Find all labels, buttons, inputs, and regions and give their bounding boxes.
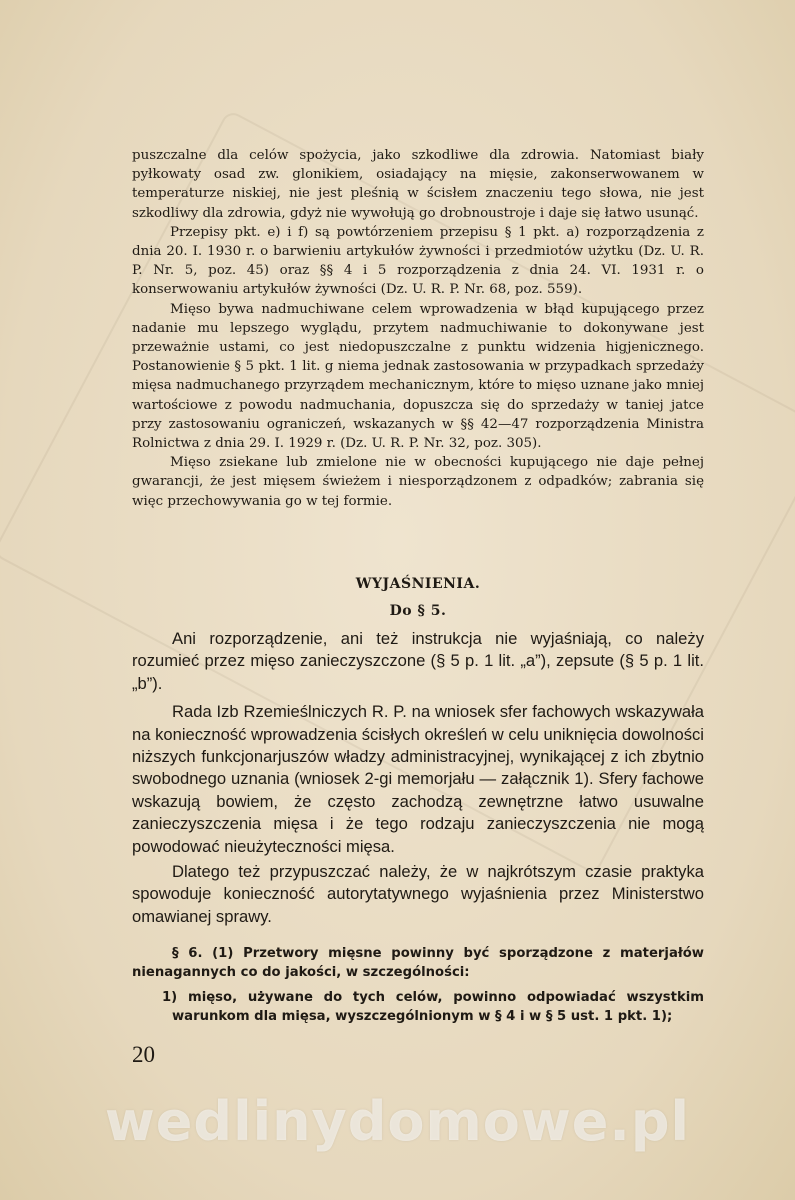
top-text-block bbox=[132, 146, 704, 511]
watermark: wedlinydomowe.pl bbox=[104, 1090, 691, 1153]
paragraph-continuation: puszczalne dla celów spożycia, jako szkodliwe dla zdrowia. Natomiast biały pyłkowaty osad zw. glonikiem, osiadający na mięsie, zakonserwowanem w temperaturze niskiej, nie jest pleśnią w ścisłem znaczeniu tego słowa, nie jest szkodliwy dla zdrowia, gdyż nie wywołują go drobnoustroje i daje się łatwo usunąć. bbox=[132, 148, 704, 221]
explanation-paragraph-1: Ani rozporządzenie, ani też instrukcja nie wyjaśniają, co należy rozumieć przez mięso zanieczyszczone (§ 5 p. 1 lit. „a”), zepsute (§ 5 p. 1 lit. „b”). bbox=[132, 629, 704, 693]
section-6-paragraph: § 6. (1) Przetwory mięsne powinny być sporządzone z materjałów nienagannych co do jakości, w szczególności: bbox=[132, 946, 704, 981]
explanations-text-block bbox=[132, 628, 704, 928]
section-6-block bbox=[132, 944, 704, 1027]
explanations-headings bbox=[132, 576, 704, 619]
section-6-item-1: 1) mięso, używane do tych celów, powinno odpowiadać wszystkim warunkom dla mięsa, wyszczególnionym w § 4 i w § 5 ust. 1 pkt. 1); bbox=[162, 989, 704, 1025]
explanation-paragraph-3: Dlatego też przypuszczać należy, że w najkrótszym czasie praktyka spowoduje konieczność autorytatywnego wyjaśnienia przez Ministerstwo omawianej sprawy. bbox=[132, 862, 704, 926]
paragraph-nadmuchiwanie: Mięso bywa nadmuchiwane celem wprowadzenia w błąd kupującego przez nadanie mu lepszego wyglądu, przytem nadmuchiwanie to dokonywane jest przeważnie ustami, co jest niedopuszczalne z punktu widzenia higjenicznego. Postanowienie § 5 pkt. 1 lit. g niema jednak zastosowania w przypadkach sprzedaży mięsa nadmuchanego przyrządem mechanicznym, które to mięso uznane jako mniej wartościowe z powodu nadmuchania, dopuszcza się do sprzedaży w taniej jatce przy zastosowaniu ograniczeń, wskazanych w §§ 42—47 rozporządzenia Ministra Rolnictwa z dnia 29. I. 1929 r. (Dz. U. R. P. Nr. 32, poz. 305). bbox=[132, 301, 704, 452]
explanation-paragraph-2: Rada Izb Rzemieślniczych R. P. na wniosek sfer fachowych wskazywała na konieczność wprowadzenia ścisłych określeń w celu uniknięcia dowolności niższych funkcjonarjuszów władzy administracyjnej, wynikającej z ich zbytnio swobodnego uznania (wniosek 2-gi memorjału — załącznik 1). Sfery fachowe wskazują bowiem, że często zachodzą zewnętrzne łatwo usuwalne zanieczyszczenia mięsa i że tego rodzaju zanieczyszczenia nie mogą powodować nieużyteczności mięsa. bbox=[132, 702, 704, 856]
page-number: 20 bbox=[132, 1042, 155, 1067]
section-subheading: Do § 5. bbox=[389, 603, 447, 619]
section-heading: WYJAŚNIENIA. bbox=[355, 576, 481, 592]
paragraph-przepisy: Przepisy pkt. e) i f) są powtórzeniem przepisu § 1 pkt. a) rozporządzenia z dnia 20. I. 1930 r. o barwieniu artykułów żywności i przedmiotów użytku (Dz. U. R. P. Nr. 5, poz. 45) oraz §§ 4 i 5 rozporządzenia z dnia 24. VI. 1931 r. o konserwowaniu artykułów żywności (Dz. U. R. P. Nr. 68, poz. 559). bbox=[132, 224, 704, 298]
paragraph-zsiekane: Mięso zsiekane lub zmielone nie w obecności kupującego nie daje pełnej gwarancji, że jest mięsem świeżem i niesporządzonem z odpadków; zabrania się więc przechowywania go w tej formie. bbox=[132, 455, 704, 509]
